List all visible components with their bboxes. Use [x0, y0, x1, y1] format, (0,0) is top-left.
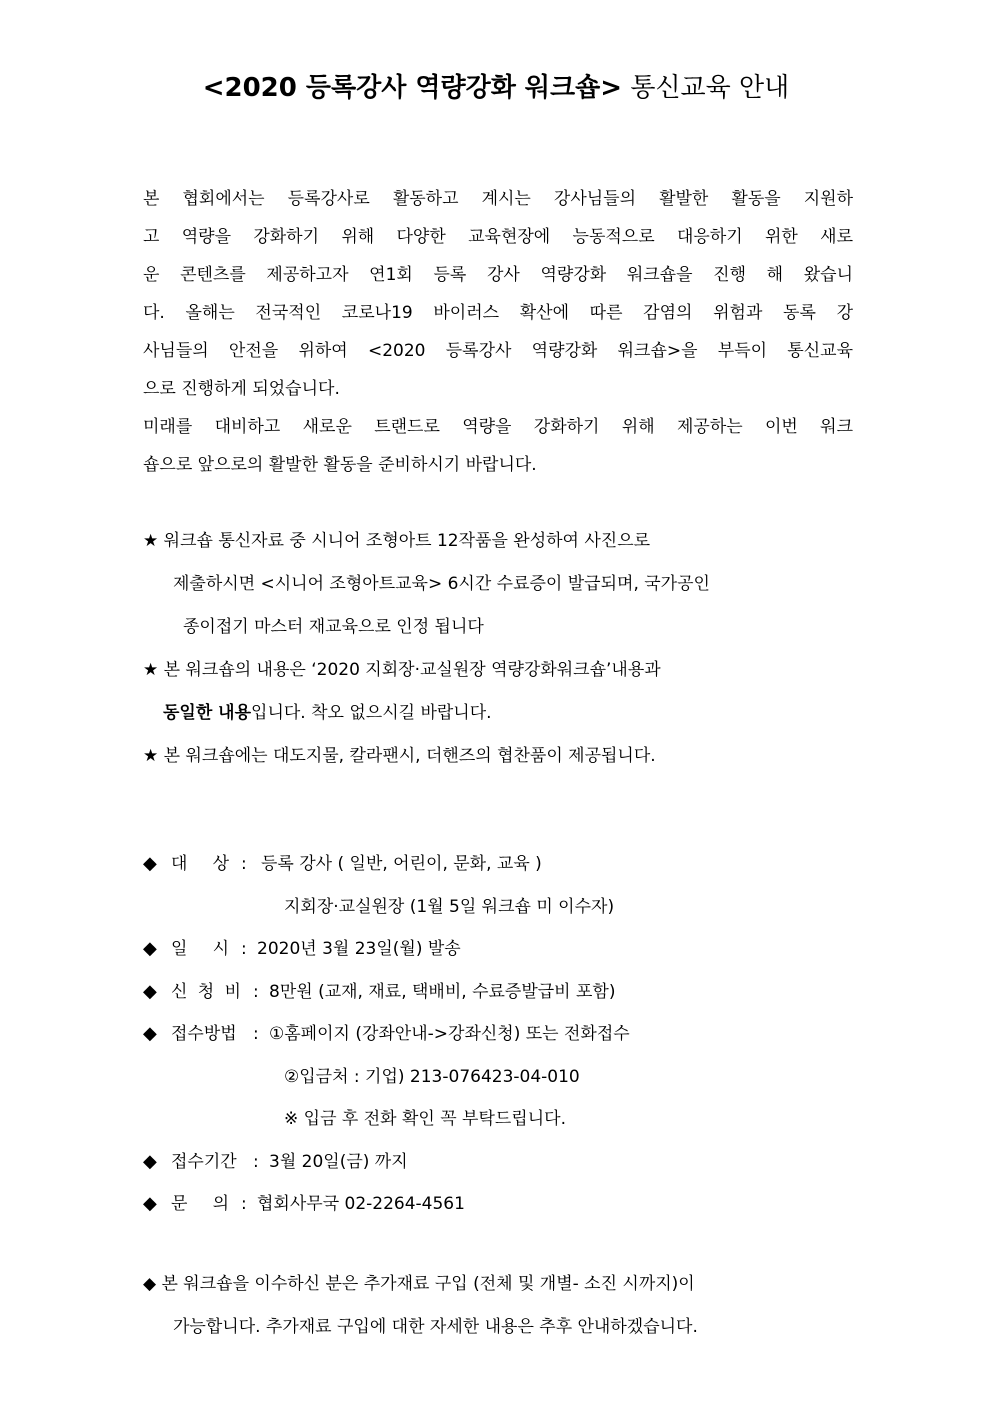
info-label-method: 접수방법: [171, 1024, 237, 1044]
intro-line: 사님들의 안전을 위하여 <2020 등록강사 역량강화 워크숍>을 부득이 통신교육: [143, 341, 853, 361]
info-row-target-cont: [143, 886, 863, 929]
diamond-bullet-icon: ◆: [143, 1023, 157, 1044]
notice-star1-line3: 종이접기 마스터 재교육으로 인정 됩니다: [183, 617, 484, 637]
info-row-fee: [143, 971, 863, 1014]
footer-line-1: ◆ 본 워크숍을 이수하신 분은 추가재료 구입 (전체 및 개별- 소진 시까지)이: [143, 1274, 695, 1294]
info-label-date: [171, 928, 229, 971]
info-value-fee: 8만원 (교재, 재료, 택배비, 수료증발급비 포함): [269, 981, 616, 1002]
info-value-target-2: 지회장·교실원장 (1월 5일 워크숍 미 이수자): [284, 896, 615, 917]
notice-star1-line1: ★ 워크숍 통신자료 중 시니어 조형아트 12작품을 완성하여 사진으로: [143, 531, 651, 551]
diamond-bullet-icon: ◆: [143, 853, 157, 874]
label-char: 시: [212, 939, 229, 959]
footer-notice: [143, 1263, 863, 1349]
info-value-period: 3월 20일(금) 까지: [269, 1151, 408, 1172]
label-char: 문: [171, 1194, 188, 1214]
label-char: 대: [171, 854, 188, 874]
document-title: [0, 68, 992, 108]
info-value-date: 2020년 3월 23일(월) 발송: [257, 939, 461, 959]
label-char: 청: [197, 981, 215, 1002]
intro-line: 미래를 대비하고 새로운 트랜드로 역량을 강화하기 위해 제공하는 이번 워크: [143, 417, 853, 437]
footer-line-2: 가능합니다. 추가재료 구입에 대한 자세한 내용은 추후 안내하겠습니다.: [173, 1317, 698, 1337]
title-bold-part: <2020 등록강사 역량강화 워크숍>: [202, 73, 623, 103]
info-value-method-3: ※ 입금 후 전화 확인 꼭 부탁드립니다.: [284, 1109, 566, 1129]
title-normal-part: 통신교육 안내: [622, 73, 790, 103]
notice-star2-rest: 입니다. 착오 없으시길 바랍니다.: [251, 703, 492, 723]
info-list: [143, 843, 863, 1226]
info-value-contact: 협회사무국 02-2264-4561: [257, 1194, 465, 1214]
colon: :: [241, 854, 247, 874]
notice-star1-line2: 제출하시면 <시니어 조형아트교육> 6시간 수료증이 발급되며, 국가공인: [173, 574, 710, 594]
info-value-method: ①홈페이지 (강좌안내->강좌신청) 또는 전화접수: [269, 1024, 630, 1044]
label-char: 일: [171, 939, 188, 959]
intro-line: 으로 진행하게 되었습니다.: [143, 379, 340, 399]
colon: :: [253, 981, 259, 1002]
info-row-method-cont: [143, 1056, 863, 1099]
info-row-target: [143, 843, 863, 886]
info-label-fee: [171, 971, 241, 1014]
diamond-bullet-icon: ◆: [143, 980, 157, 1002]
label-char: 상: [212, 854, 229, 874]
info-row-date: [143, 928, 863, 971]
info-row-period: [143, 1141, 863, 1184]
intro-line: 숍으로 앞으로의 활발한 활동을 준비하시기 바랍니다.: [143, 455, 537, 475]
info-row-method-note: [143, 1098, 863, 1141]
info-value-target: 등록 강사 ( 일반, 어린이, 문화, 교육 ): [261, 854, 542, 874]
notice-star2-line1: ★ 본 워크숍의 내용은 ‘2020 지회장·교실원장 역량강화워크숍’내용과: [143, 660, 661, 680]
info-row-method: [143, 1013, 863, 1056]
diamond-bullet-icon: ◆: [143, 1193, 157, 1214]
info-label-period: 접수기간: [171, 1151, 237, 1172]
info-row-contact: [143, 1183, 863, 1226]
diamond-bullet-icon: ◆: [143, 1150, 157, 1172]
notice-list: [143, 520, 863, 778]
notice-star3-line1: ★ 본 워크숍에는 대도지물, 칼라팬시, 더핸즈의 협찬품이 제공됩니다.: [143, 746, 656, 766]
info-value-method-2: ②입금처 : 기업) 213-076423-04-010: [284, 1066, 580, 1087]
colon: :: [241, 1194, 247, 1214]
info-label-target: [171, 843, 229, 886]
colon: :: [253, 1024, 259, 1044]
info-label-contact: [171, 1183, 229, 1226]
colon: :: [241, 939, 247, 959]
intro-line: 다. 올해는 전국적인 코로나19 바이러스 확산에 따른 감염의 위험과 동록 강: [143, 303, 853, 323]
intro-line: 고 역량을 강화하기 위해 다양한 교육현장에 능동적으로 대응하기 위한 새로: [143, 227, 853, 247]
intro-line: 본 협회에서는 등록강사로 활동하고 계시는 강사님들의 활발한 활동을 지원하: [143, 189, 853, 209]
intro-paragraph: [143, 180, 853, 484]
label-char: 신: [171, 981, 188, 1002]
intro-line: 운 콘텐츠를 제공하고자 연1회 등록 강사 역량강화 워크숍을 진행 해 왔습니: [143, 265, 853, 285]
label-char: 의: [212, 1194, 229, 1214]
notice-emphasis: 동일한 내용: [163, 703, 252, 723]
colon: :: [253, 1151, 259, 1172]
label-char: 비: [224, 981, 241, 1002]
notice-star2-line2: [143, 692, 863, 735]
diamond-bullet-icon: ◆: [143, 938, 157, 959]
